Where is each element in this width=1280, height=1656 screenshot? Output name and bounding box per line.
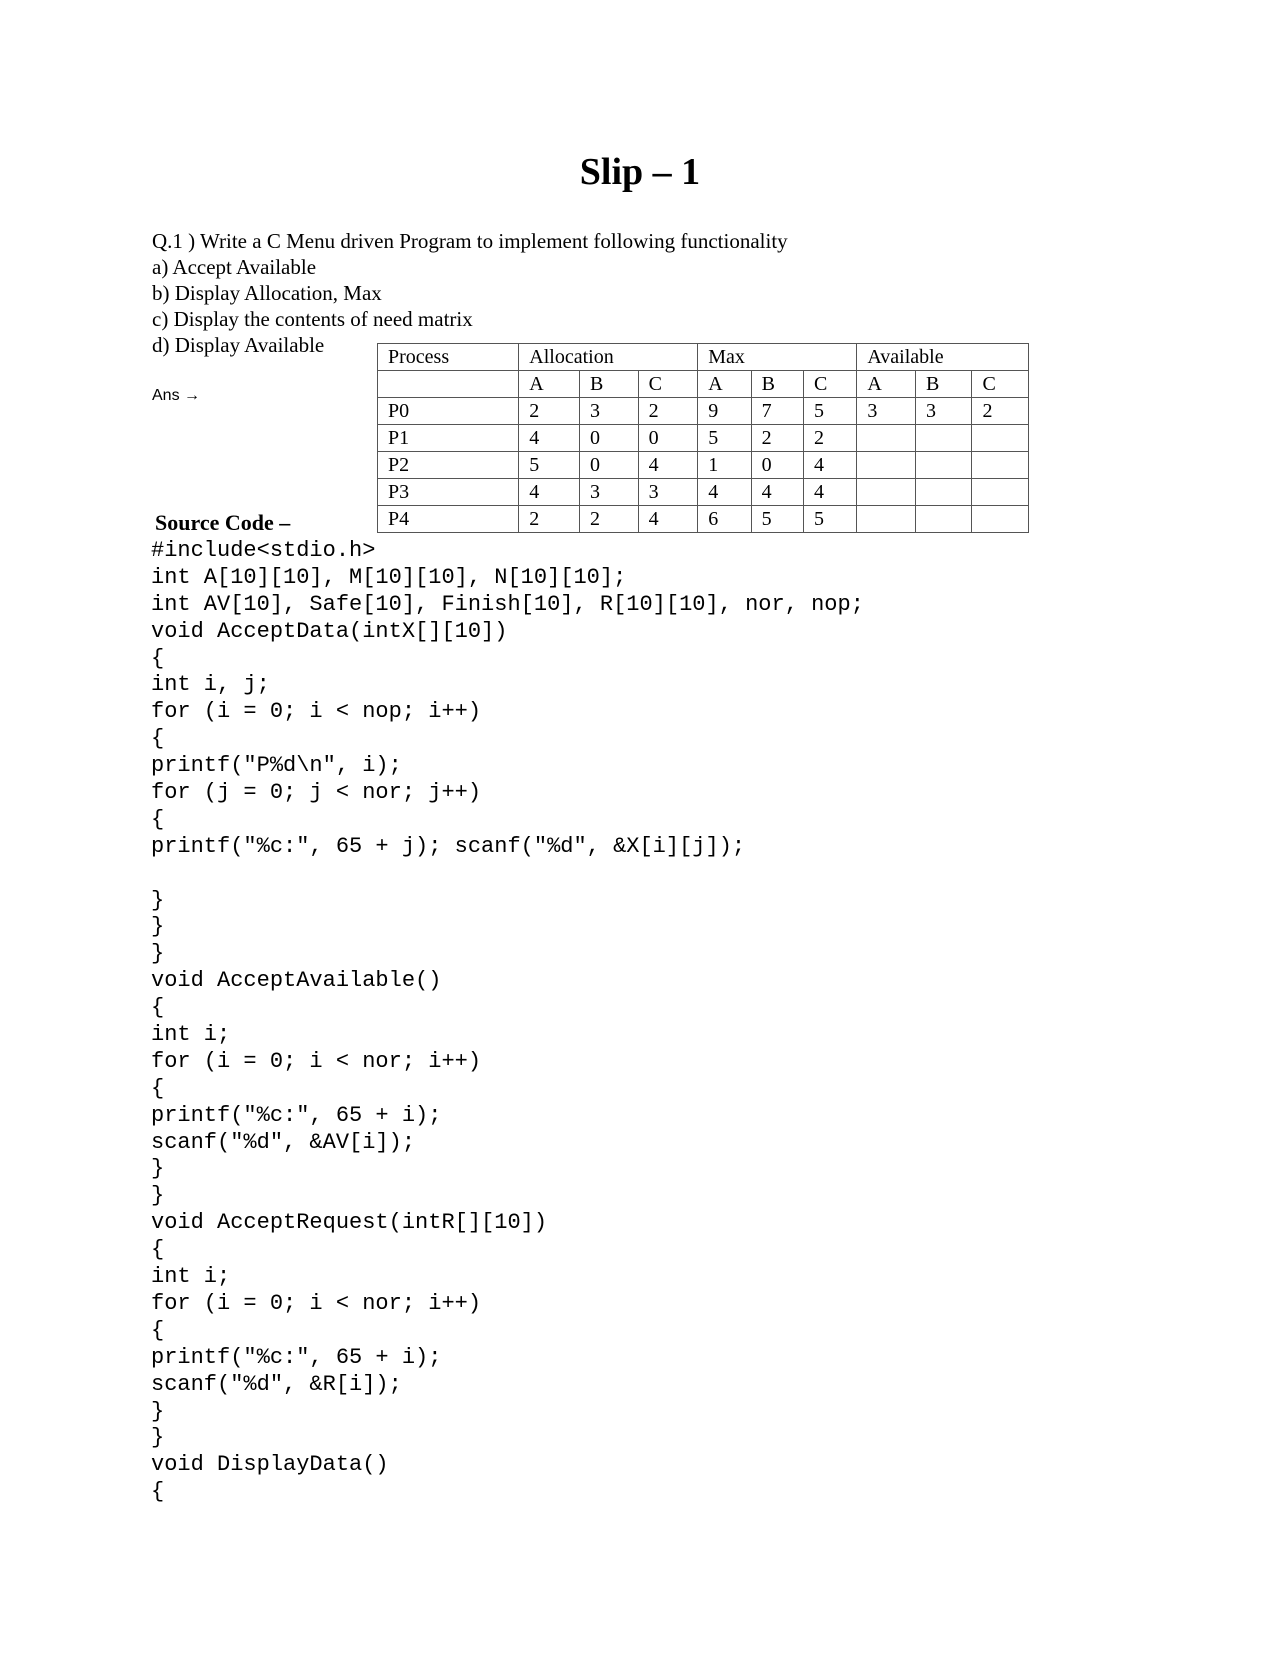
code-line: for (i = 0; i < nop; i++)	[151, 699, 482, 725]
code-line: void AcceptData(intX[][10])	[151, 618, 508, 644]
question-item: d) Display Available	[152, 333, 325, 357]
code-line: int i, j;	[151, 672, 270, 698]
subheader-cell: B	[915, 371, 972, 398]
question-item: a) Accept Available	[152, 255, 317, 279]
code-line: printf("%c:", 65 + i);	[151, 1102, 442, 1128]
max-cell: 7	[751, 398, 803, 425]
header-available: Available	[857, 344, 1029, 371]
header-process: Process	[378, 344, 519, 371]
max-cell: 9	[698, 398, 751, 425]
available-cell	[857, 506, 916, 533]
code-line: {	[151, 1317, 165, 1343]
allocation-cell: 4	[638, 506, 698, 533]
code-line	[151, 861, 864, 888]
available-cell	[857, 479, 916, 506]
code-line: {	[151, 806, 165, 832]
bankers-table	[377, 343, 1029, 533]
allocation-cell: 2	[519, 398, 580, 425]
allocation-cell: 2	[638, 398, 698, 425]
subheader-cell: A	[519, 371, 580, 398]
code-line: {	[151, 995, 165, 1021]
code-line: int i;	[151, 1022, 231, 1048]
question-heading: Q.1 ) Write a C Menu driven Program to implement following functionality	[152, 229, 788, 253]
subheader-cell: A	[698, 371, 751, 398]
question-item: b) Display Allocation, Max	[152, 281, 382, 305]
code-line: }	[151, 941, 165, 967]
subheader-cell: B	[751, 371, 803, 398]
max-cell: 2	[803, 425, 856, 452]
code-line: {	[151, 1237, 165, 1263]
code-line: {	[151, 645, 165, 671]
available-cell	[915, 425, 972, 452]
allocation-cell: 2	[579, 506, 638, 533]
code-line: int AV[10], Safe[10], Finish[10], R[10][10], nor, nop;	[151, 591, 864, 617]
code-line: {	[151, 1479, 165, 1505]
code-line: }	[151, 914, 165, 940]
question-block	[152, 228, 788, 358]
code-line: int A[10][10], M[10][10], N[10][10];	[151, 564, 627, 590]
available-cell	[857, 452, 916, 479]
max-cell: 5	[751, 506, 803, 533]
source-code-heading: Source Code –	[155, 510, 291, 535]
code-line: }	[151, 1398, 165, 1424]
code-line: #include<stdio.h>	[151, 538, 376, 563]
code-line: scanf("%d", &R[i]);	[151, 1371, 402, 1397]
max-cell: 5	[803, 506, 856, 533]
subheader-cell: C	[972, 371, 1029, 398]
available-cell	[972, 425, 1029, 452]
max-cell: 5	[698, 425, 751, 452]
code-line: {	[151, 726, 165, 752]
allocation-cell: 0	[638, 425, 698, 452]
allocation-cell: 3	[579, 398, 638, 425]
max-cell: 4	[751, 479, 803, 506]
allocation-cell: 0	[579, 425, 638, 452]
table-row	[378, 398, 1029, 425]
code-line: }	[151, 1183, 165, 1209]
max-cell: 5	[803, 398, 856, 425]
code-line: int i;	[151, 1264, 231, 1290]
subheader-cell: A	[857, 371, 916, 398]
code-line: printf("%c:", 65 + j); scanf("%d", &X[i][j]);	[151, 833, 746, 859]
available-cell	[972, 452, 1029, 479]
available-cell	[915, 506, 972, 533]
header-allocation: Allocation	[519, 344, 698, 371]
question-item: c) Display the contents of need matrix	[152, 307, 473, 331]
subheader-cell: B	[579, 371, 638, 398]
process-cell: P0	[378, 398, 519, 425]
code-line: for (i = 0; i < nor; i++)	[151, 1048, 482, 1074]
allocation-cell: 3	[579, 479, 638, 506]
available-cell: 3	[915, 398, 972, 425]
subheader-cell: C	[803, 371, 856, 398]
allocation-cell: 4	[519, 479, 580, 506]
table-row	[378, 425, 1029, 452]
table-row	[378, 479, 1029, 506]
code-line: printf("%c:", 65 + i);	[151, 1344, 442, 1370]
max-cell: 4	[803, 452, 856, 479]
process-cell: P1	[378, 425, 519, 452]
available-cell	[972, 506, 1029, 533]
process-cell: P3	[378, 479, 519, 506]
table-subheader-row	[378, 371, 1029, 398]
available-cell: 3	[857, 398, 916, 425]
code-line: {	[151, 1075, 165, 1101]
max-cell: 1	[698, 452, 751, 479]
code-line: void AcceptRequest(intR[][10])	[151, 1210, 548, 1236]
process-cell: P2	[378, 452, 519, 479]
table-cell	[378, 371, 519, 398]
header-max: Max	[698, 344, 857, 371]
process-cell: P4	[378, 506, 519, 533]
available-cell: 2	[972, 398, 1029, 425]
code-line: for (i = 0; i < nor; i++)	[151, 1290, 482, 1316]
code-line: void AcceptAvailable()	[151, 968, 442, 994]
table-header-row	[378, 344, 1029, 371]
allocation-cell: 4	[519, 425, 580, 452]
available-cell	[915, 452, 972, 479]
max-cell: 0	[751, 452, 803, 479]
table-row	[378, 452, 1029, 479]
allocation-cell: 5	[519, 452, 580, 479]
max-cell: 2	[751, 425, 803, 452]
allocation-cell: 3	[638, 479, 698, 506]
code-line: }	[151, 887, 165, 913]
max-cell: 4	[698, 479, 751, 506]
ans-label: Ans →	[152, 387, 201, 404]
allocation-cell: 4	[638, 452, 698, 479]
allocation-cell: 0	[579, 452, 638, 479]
code-block	[151, 538, 864, 1506]
page-title: Slip – 1	[579, 151, 701, 193]
table-row	[378, 506, 1029, 533]
code-line: printf("P%d\n", i);	[151, 753, 402, 779]
max-cell: 6	[698, 506, 751, 533]
code-line: }	[151, 1425, 165, 1451]
available-cell	[972, 479, 1029, 506]
max-cell: 4	[803, 479, 856, 506]
allocation-cell: 2	[519, 506, 580, 533]
subheader-cell: C	[638, 371, 698, 398]
code-line: for (j = 0; j < nor; j++)	[151, 780, 482, 806]
available-cell	[915, 479, 972, 506]
available-cell	[857, 425, 916, 452]
code-line: void DisplayData()	[151, 1452, 389, 1478]
code-line: scanf("%d", &AV[i]);	[151, 1129, 416, 1155]
code-line: }	[151, 1156, 165, 1182]
